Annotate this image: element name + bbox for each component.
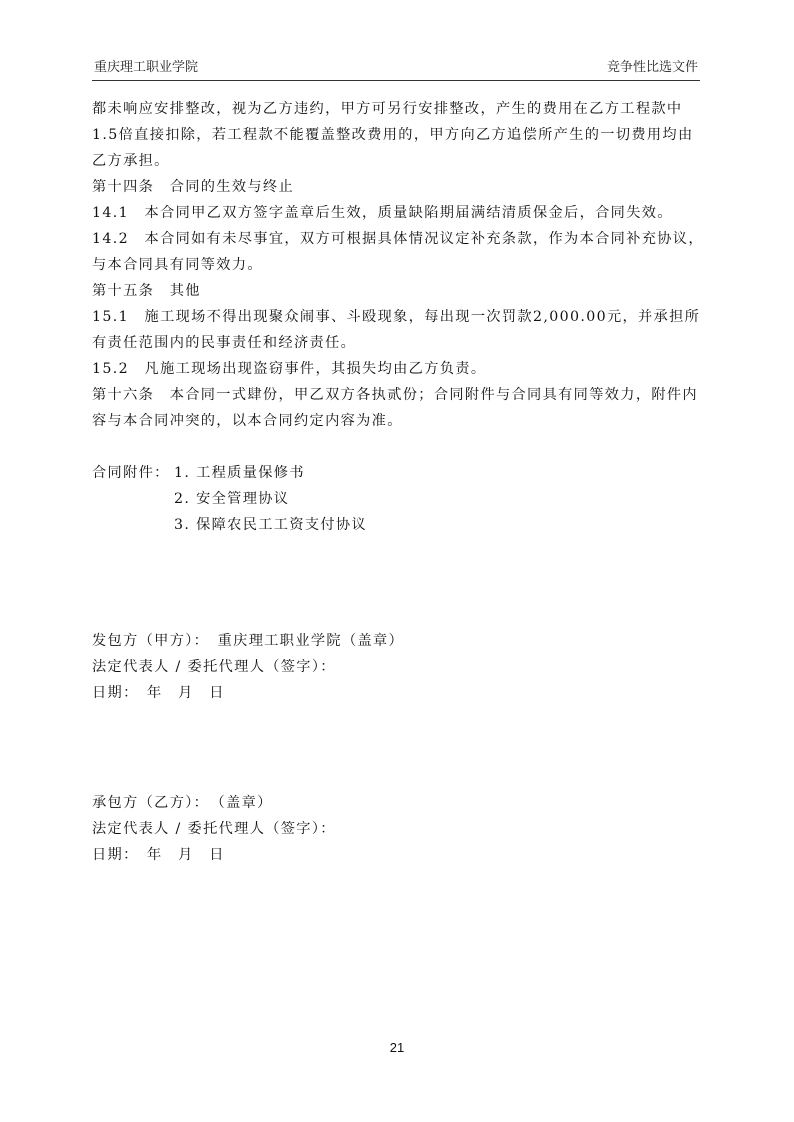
attachment-item: 1. 工程质量保修书 <box>174 465 305 481</box>
clause-14-2: 14.2 本合同如有未尽事宜，双方可根据具体情况议定补充条款，作为本合同补充协议，与本合同具有同等效力。 <box>92 231 704 273</box>
attachment-item: 3. 保障农民工工资支付协议 <box>174 517 368 533</box>
article-16: 第十六条 本合同一式肆份，甲乙双方各执贰份；合同附件与合同具有同等效力，附件内容与本合同冲突的，以本合同约定内容为准。 <box>92 387 698 429</box>
party-a-date-line: 日期： 年 月 日 <box>92 685 225 701</box>
contract-body <box>92 96 706 538</box>
party-b-representative-line: 法定代表人 / 委托代理人（签字）： <box>92 821 336 837</box>
attachments-label: 合同附件： <box>92 465 170 481</box>
party-b-signature-block <box>92 790 706 868</box>
attachment-item: 2. 安全管理协议 <box>174 491 290 507</box>
party-a-representative-line: 法定代表人 / 委托代理人（签字）： <box>92 659 336 675</box>
attachment-row-3 <box>92 512 706 538</box>
header-document-title: 竞争性比选文件 <box>606 60 698 75</box>
page-header <box>92 58 700 81</box>
page-number: 21 <box>389 1040 405 1055</box>
party-b-name-line: 承包方（乙方）： （盖章） <box>92 795 273 811</box>
article-14-heading: 第十四条 合同的生效与终止 <box>92 179 294 195</box>
party-a-name-line: 发包方（甲方）： 重庆理工职业学院（盖章） <box>92 633 405 649</box>
clause-15-1: 15.1 施工现场不得出现聚众闹事、斗殴现象，每出现一次罚款2,000.00元，并承担所有责任范围内的民事责任和经济责任。 <box>92 309 701 351</box>
header-institution-name: 重庆理工职业学院 <box>94 60 199 75</box>
attachment-row-1 <box>92 460 706 486</box>
clause-14-1: 14.1 本合同甲乙双方签字盖章后生效，质量缺陷期届满结清质保金后，合同失效。 <box>92 205 673 221</box>
clause-15-2: 15.2 凡施工现场出现盗窃事件，其损失均由乙方负责。 <box>92 361 487 377</box>
attachment-row-2 <box>92 486 706 512</box>
article-15-heading: 第十五条 其他 <box>92 283 201 299</box>
party-a-signature-block <box>92 628 706 706</box>
paragraph-rectification-cost: 都未响应安排整改，视为乙方违约，甲方可另行安排整改，产生的费用在乙方工程款中1.5倍直接扣除，若工程款不能覆盖整改费用的，甲方向乙方追偿所产生的一切费用均由乙方承担。 <box>92 101 694 169</box>
party-b-date-line: 日期： 年 月 日 <box>92 847 225 863</box>
